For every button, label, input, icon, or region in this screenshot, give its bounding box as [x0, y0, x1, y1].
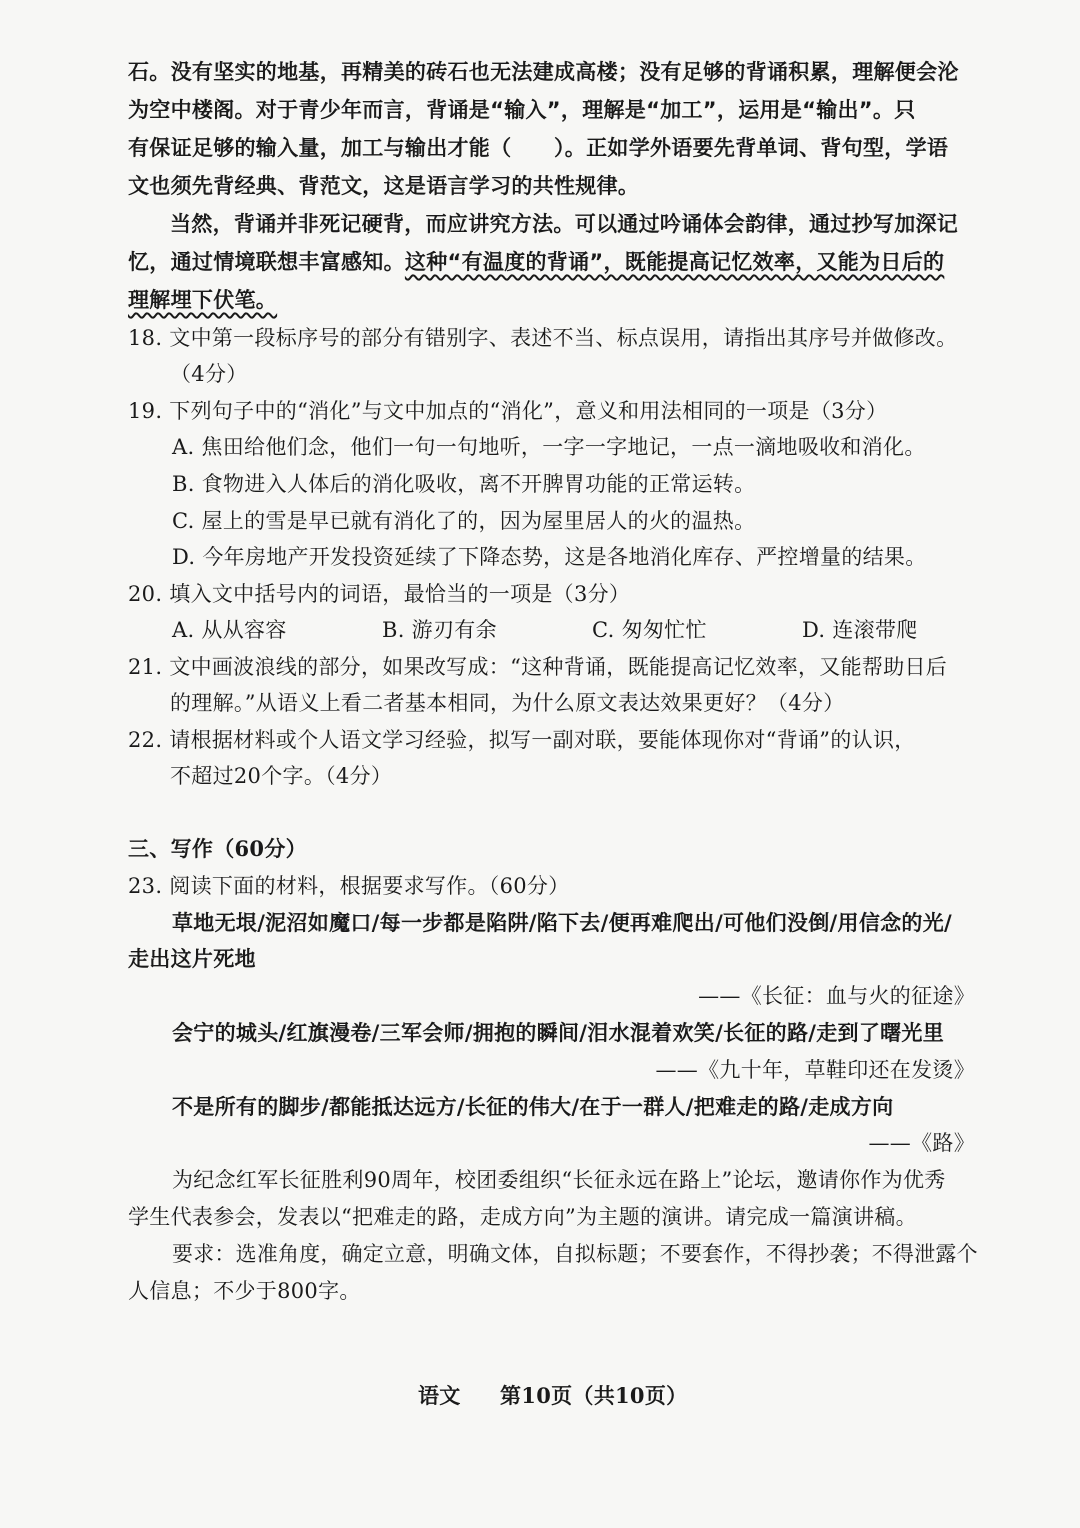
- writing-task-line-2: 学生代表参会，发表以“把难走的路，走成方向”为主题的演讲。请完成一篇演讲稿。: [128, 1205, 917, 1229]
- footer-page-number: 第10页（共10页）: [500, 1383, 688, 1408]
- section-title-writing: 三、写作（60分）: [128, 836, 307, 861]
- question-19-option-b: B. 食物进入人体后的消化吸收，离不开脾胃功能的正常运转。: [172, 472, 756, 496]
- passage-line-6: [128, 247, 944, 277]
- poem-2-line-1: 会宁的城头/红旗漫卷/三军会师/拥抱的瞬间/泪水混着欢笑/长征的路/走到了曙光里: [172, 1021, 945, 1045]
- question-22-line-2: 不超过20个字。（4分）: [170, 764, 393, 788]
- question-20-option-c: C. 匆匆忙忙: [592, 618, 707, 642]
- poem-2-source: ——《九十年，草鞋印还在发烫》: [655, 1058, 975, 1082]
- question-20-option-a: A. 从从容容: [172, 618, 287, 642]
- question-19-option-a: A. 焦田给他们念，他们一句一句地听，一字一字地记，一点一滴地吸收和消化。: [172, 435, 926, 459]
- passage-line-1: 石。没有坚实的地基，再精美的砖石也无法建成高楼；没有足够的背诵积累，理解便会沦: [128, 60, 959, 84]
- passage-line-6-plain: 忆，通过情境联想丰富感知。: [128, 250, 405, 274]
- poem-1-line-2: 走出这片死地: [128, 947, 256, 971]
- question-21: 21. 文中画波浪线的部分，如果改写成：“这种背诵，既能提高记忆效率，又能帮助日后: [128, 655, 948, 679]
- question-18-score: （4分）: [170, 362, 248, 386]
- passage-line-7: [128, 285, 277, 315]
- passage-line-3: 有保证足够的输入量，加工与输出才能（ ）。正如学外语要先背单词、背句型，学语: [128, 136, 949, 160]
- poem-1-line-1: 草地无垠/泥沼如魔口/每一步都是陷阱/陷下去/便再难爬出/可他们没倒/用信念的光/: [172, 911, 952, 935]
- poem-3-source: ——《路》: [868, 1131, 975, 1155]
- writing-requirements-line-2: 人信息；不少于800字。: [128, 1279, 361, 1303]
- question-23: 23. 阅读下面的材料，根据要求写作。（60分）: [128, 874, 570, 898]
- passage-line-4: 文也须先背经典、背范文，这是语言学习的共性规律。: [128, 174, 640, 198]
- question-18: 18. 文中第一段标序号的部分有错别字、表述不当、标点误用，请指出其序号并做修改。: [128, 326, 958, 350]
- question-19: 19. 下列句子中的“消化”与文中加点的“消化”，意义和用法相同的一项是（3分）: [128, 399, 888, 423]
- wavy-underlined-sentence: 这种“有温度的背诵”，既能提高记忆效率，又能为日后的: [404, 250, 945, 274]
- poem-1-source: ——《长征：血与火的征途》: [698, 984, 975, 1008]
- passage-line-2: 为空中楼阁。对于青少年而言，背诵是“输入”，理解是“加工”，运用是“输出”。只: [128, 98, 916, 122]
- question-19-option-d: D. 今年房地产开发投资延续了下降态势，这是各地消化库存、严控增量的结果。: [172, 545, 927, 569]
- question-21-line-2: 的理解。”从语义上看二者基本相同，为什么原文表达效果更好？（4分）: [170, 691, 845, 715]
- question-19-option-c: C. 屋上的雪是早已就有消化了的，因为屋里居人的火的温热。: [172, 509, 756, 533]
- footer-subject: 语文: [418, 1383, 461, 1408]
- question-22: 22. 请根据材料或个人语文学习经验，拟写一副对联，要能体现你对“背诵”的认识，: [128, 728, 916, 752]
- writing-task-line-1: 为纪念红军长征胜利90周年，校团委组织“长征永远在路上”论坛，邀请你作为优秀: [172, 1168, 946, 1192]
- question-20-option-d: D. 连滚带爬: [802, 618, 918, 642]
- passage-line-5: 当然，背诵并非死记硬背，而应讲究方法。可以通过吟诵体会韵律，通过抄写加深记: [170, 212, 959, 236]
- wavy-underlined-sentence-end: 理解埋下伏笔。: [128, 288, 278, 312]
- poem-3-line-1: 不是所有的脚步/都能抵达远方/长征的伟大/在于一群人/把难走的路/走成方向: [172, 1095, 894, 1119]
- writing-requirements-line-1: 要求：选准角度，确定立意，明确文体，自拟标题；不要套作，不得抄袭；不得泄露个: [172, 1242, 978, 1266]
- question-20-option-b: B. 游刃有余: [382, 618, 497, 642]
- question-20: 20. 填入文中括号内的词语，最恰当的一项是（3分）: [128, 582, 631, 606]
